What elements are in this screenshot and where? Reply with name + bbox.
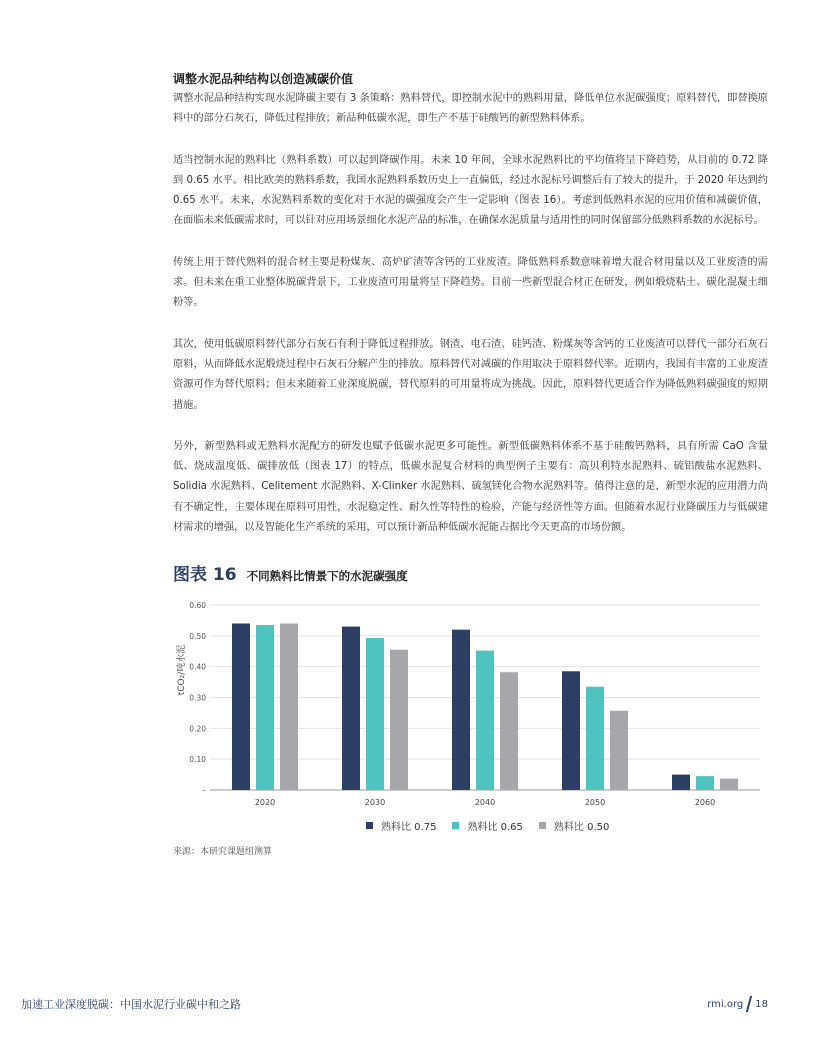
legend-item-065 — [452, 818, 522, 833]
paragraph-2: 适当控制水泥的熟料比（熟料系数）可以起到降碳作用。未来 10 年间，全球水泥熟料比的平均值将呈下降趋势，从目前的 0.72 降到 0.65 水平。相比欧美的熟料系数，我国水泥熟料系数历史上一直偏低，经过水泥标号调整后有了较大的提升，于 2020 年达到约 0.65 水平。未来，水泥熟料系数的变化对于水泥的碳强度会产生一定影响（图表 16）。考虑到低熟料水泥的应用价值和减碳价值，在面临未来低碳需求时，可以针对应用场景细化水泥产品的标准，在确保水泥质量与适用性的同时保留部分低熟料系数的水泥标号。 — [173, 154, 768, 227]
legend-item-050 — [539, 818, 609, 833]
y-tick-label: 0.40 — [189, 662, 206, 672]
page-number: 18 — [755, 998, 768, 1010]
bar-2020-series-2 — [280, 624, 298, 791]
y-tick-label: – — [202, 786, 206, 795]
bar-2040-series-2 — [500, 672, 518, 790]
y-tick-labels — [189, 601, 206, 795]
x-tick-label: 2030 — [364, 798, 386, 807]
paragraph-5: 另外，新型熟料或无熟料水泥配方的研发也赋予低碳水泥更多可能性。新型低碳熟料体系不基于硅酸钙熟料，具有所需 CaO 含量低、烧成温度低、碳排放低（图表 17）的特点，低碳水泥复合材料的典型例子主要有：高贝利特水泥熟料、硫铝酸盐水泥熟料、Solidia 水泥熟料、Celitement 水泥熟料、X-Clinker 水泥熟料、硫氢镁化合物水泥熟料等。值得注意的是，新型水泥的应用潜力尚有不确定性，主要体现在原料可用性，水泥稳定性、耐久性等特性的检验，产能与经济性等方面。但随着水泥行业降碳压力与低碳建材需求的增强，以及智能化生产系统的采用，可以预计新品种低碳水泥能占据比今天更高的市场份额。 — [173, 440, 768, 534]
bar-2060-series-1 — [696, 776, 714, 790]
main-text — [173, 69, 768, 559]
bar-2030-series-0 — [342, 627, 360, 790]
bar-2030-series-2 — [390, 650, 408, 790]
y-tick-label: 0.30 — [189, 693, 206, 703]
y-axis-label: tCO₂/吨水泥 — [177, 644, 187, 696]
bar-2050-series-0 — [562, 671, 580, 790]
x-tick-label: 2060 — [694, 798, 716, 807]
y-tick-label: 0.10 — [189, 755, 206, 765]
y-tick-label: 0.50 — [189, 631, 206, 641]
legend-swatch — [539, 822, 546, 829]
bar-2050-series-2 — [610, 711, 628, 790]
footer-site-link[interactable]: rmi.org — [707, 998, 744, 1010]
x-tick-label: 2020 — [254, 798, 276, 807]
figure-label: 图表 16 — [173, 565, 237, 585]
bar-2020-series-0 — [232, 624, 250, 791]
paragraph-1: 调整水泥品种结构实现水泥降碳主要有 3 条策略：熟料替代，即控制水泥中的熟料用量，降低单位水泥碳强度；原料替代，即替换原料中的部分石灰石，降低过程排放；新品种低碳水泥，即生产不基于硅酸钙的新型熟料体系。 — [173, 93, 768, 125]
section-heading: 调整水泥品种结构以创造减碳价值 — [173, 72, 354, 86]
legend-label: 熟料比 0.75 — [381, 822, 437, 833]
y-tick-label: 0.60 — [189, 601, 206, 610]
bar-2020-series-1 — [256, 625, 274, 790]
x-tick-label: 2050 — [584, 798, 606, 807]
legend-label: 熟料比 0.65 — [467, 822, 523, 833]
legend-swatch — [366, 822, 373, 829]
legend-label: 熟料比 0.50 — [553, 822, 610, 833]
bar-2060-series-2 — [720, 779, 738, 790]
bar-2060-series-0 — [672, 775, 690, 790]
bar-2050-series-1 — [586, 687, 604, 790]
paragraph-3: 传统上用于替代熟料的混合材主要是粉煤灰、高炉矿渣等含钙的工业废渣。降低熟料系数意味着增大混合材用量以及工业废渣的需求。但未来在重工业整体脱碳背景下，工业废渣可用量将呈下降趋势。目前一些新型混合材正在研发，例如煅烧粘土、碳化混凝土细粉等。 — [173, 256, 768, 309]
chart-legend — [366, 818, 609, 833]
x-tick-label: 2040 — [474, 798, 496, 807]
chart-bars — [232, 624, 738, 791]
footer-page-info — [707, 996, 768, 1012]
legend-swatch — [452, 822, 459, 829]
footer-title: 加速工业深度脱碳：中国水泥行业碳中和之路 — [21, 998, 241, 1011]
figure-source: 来源：本研究课题组测算 — [173, 847, 273, 857]
y-tick-label: 0.20 — [189, 724, 206, 734]
figure-title — [173, 560, 408, 584]
bar-2040-series-1 — [476, 651, 494, 790]
paragraph-4: 其次，使用低碳原料替代部分石灰石有利于降低过程排放。钢渣、电石渣、硅钙渣、粉煤灰等含钙的工业废渣可以替代一部分石灰石原料，从而降低水泥煅烧过程中石灰石分解产生的排放。原料替代对减碳的作用取决于原料替代率。近期内，我国有丰富的工业废渣资源可作为替代原料；但未来随着工业深度脱碳，替代原料的可用量将成为挑战。因此，原料替代更适合作为降低熟料碳强度的短期措施。 — [173, 338, 768, 411]
footer-divider — [746, 996, 752, 1012]
legend-item-075 — [366, 818, 436, 833]
x-tick-labels — [255, 798, 715, 807]
bar-2040-series-0 — [452, 630, 470, 790]
bar-chart — [170, 592, 770, 842]
figure-subtitle: 不同熟料比情景下的水泥碳强度 — [246, 569, 408, 583]
bar-2030-series-1 — [366, 638, 384, 790]
